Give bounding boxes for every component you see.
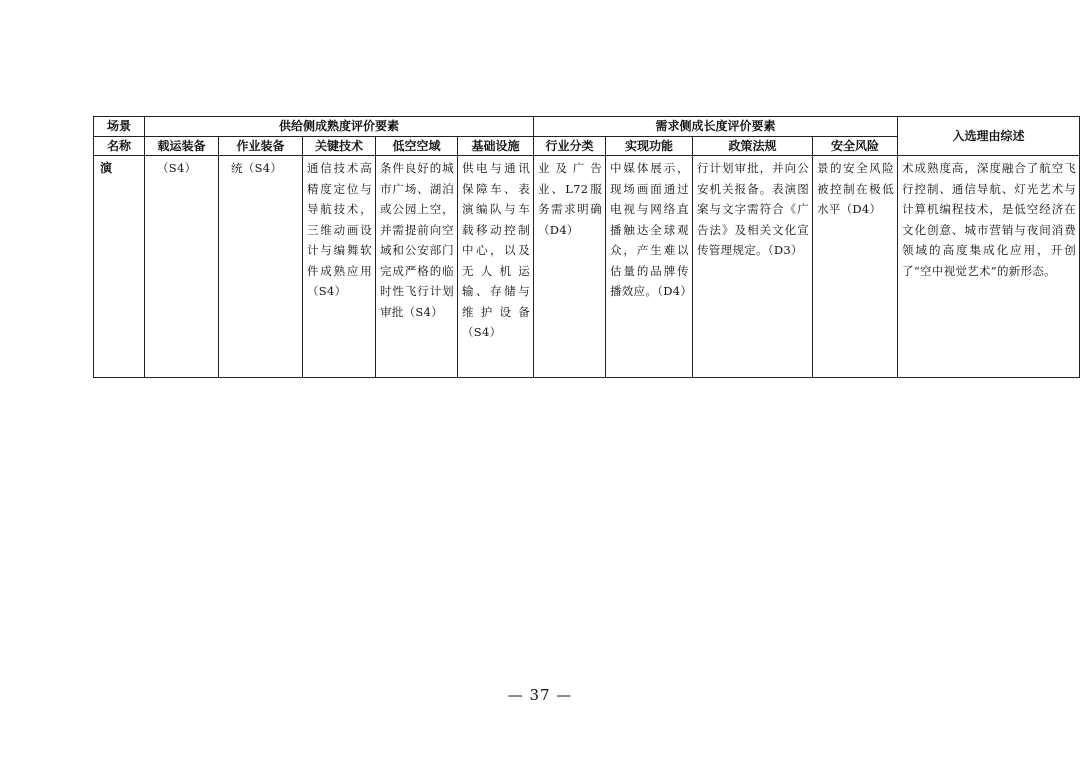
table-cell: （S4） <box>145 156 219 378</box>
column-header: 实现功能 <box>606 137 693 156</box>
evaluation-table <box>93 116 1080 378</box>
table-cell: 业及广告业、L72服务需求明确（D4） <box>534 156 606 378</box>
column-header: 作业装备 <box>219 137 303 156</box>
scene-header-bottom: 名称 <box>94 137 145 156</box>
table-cell: 通信技术高精度定位与导航技术，三维动画设计与编舞软件成熟应用（S4） <box>303 156 376 378</box>
column-header: 安全风险 <box>813 137 898 156</box>
table-cell: 条件良好的城市广场、湖泊或公园上空，并需提前向空域和公安部门完成严格的临时性飞行计划审批（S4） <box>376 156 458 378</box>
page-number: — 37 — <box>507 686 573 704</box>
column-header: 关键技术 <box>303 137 376 156</box>
column-header: 低空空域 <box>376 137 458 156</box>
column-header: 载运装备 <box>145 137 219 156</box>
table-cell: 统（S4） <box>219 156 303 378</box>
table-cell: 供电与通讯保障车、表演编队与车载移动控制中心，以及无人机运输、存储与维护设备（S4） <box>458 156 534 378</box>
column-header: 基础设施 <box>458 137 534 156</box>
table-row <box>94 156 1080 378</box>
scene-name-cell: 演 <box>94 156 145 378</box>
supply-group-header: 供给侧成熟度评价要素 <box>145 117 534 137</box>
demand-group-header: 需求侧成长度评价要素 <box>534 117 898 137</box>
table-cell: 景的安全风险被控制在极低水平（D4） <box>813 156 898 378</box>
table-cell: 中媒体展示，现场画面通过电视与网络直播触达全球观众，产生难以估量的品牌传播效应。（D4） <box>606 156 693 378</box>
reason-cell: 术成熟度高，深度融合了航空飞行控制、通信导航、灯光艺术与计算机编程技术，是低空经济在文化创意、城市营销与夜间消费领域的高度集成化应用，开创了“空中视觉艺术”的新形态。 <box>898 156 1080 378</box>
column-header: 行业分类 <box>534 137 606 156</box>
table-cell: 行计划审批，并向公安机关报备。表演图案与文字需符合《广告法》及相关文化宣传管理规定。（D3） <box>693 156 813 378</box>
scene-header-top: 场景 <box>94 117 145 137</box>
column-header: 政策法规 <box>693 137 813 156</box>
reason-header: 入选理由综述 <box>898 117 1080 156</box>
